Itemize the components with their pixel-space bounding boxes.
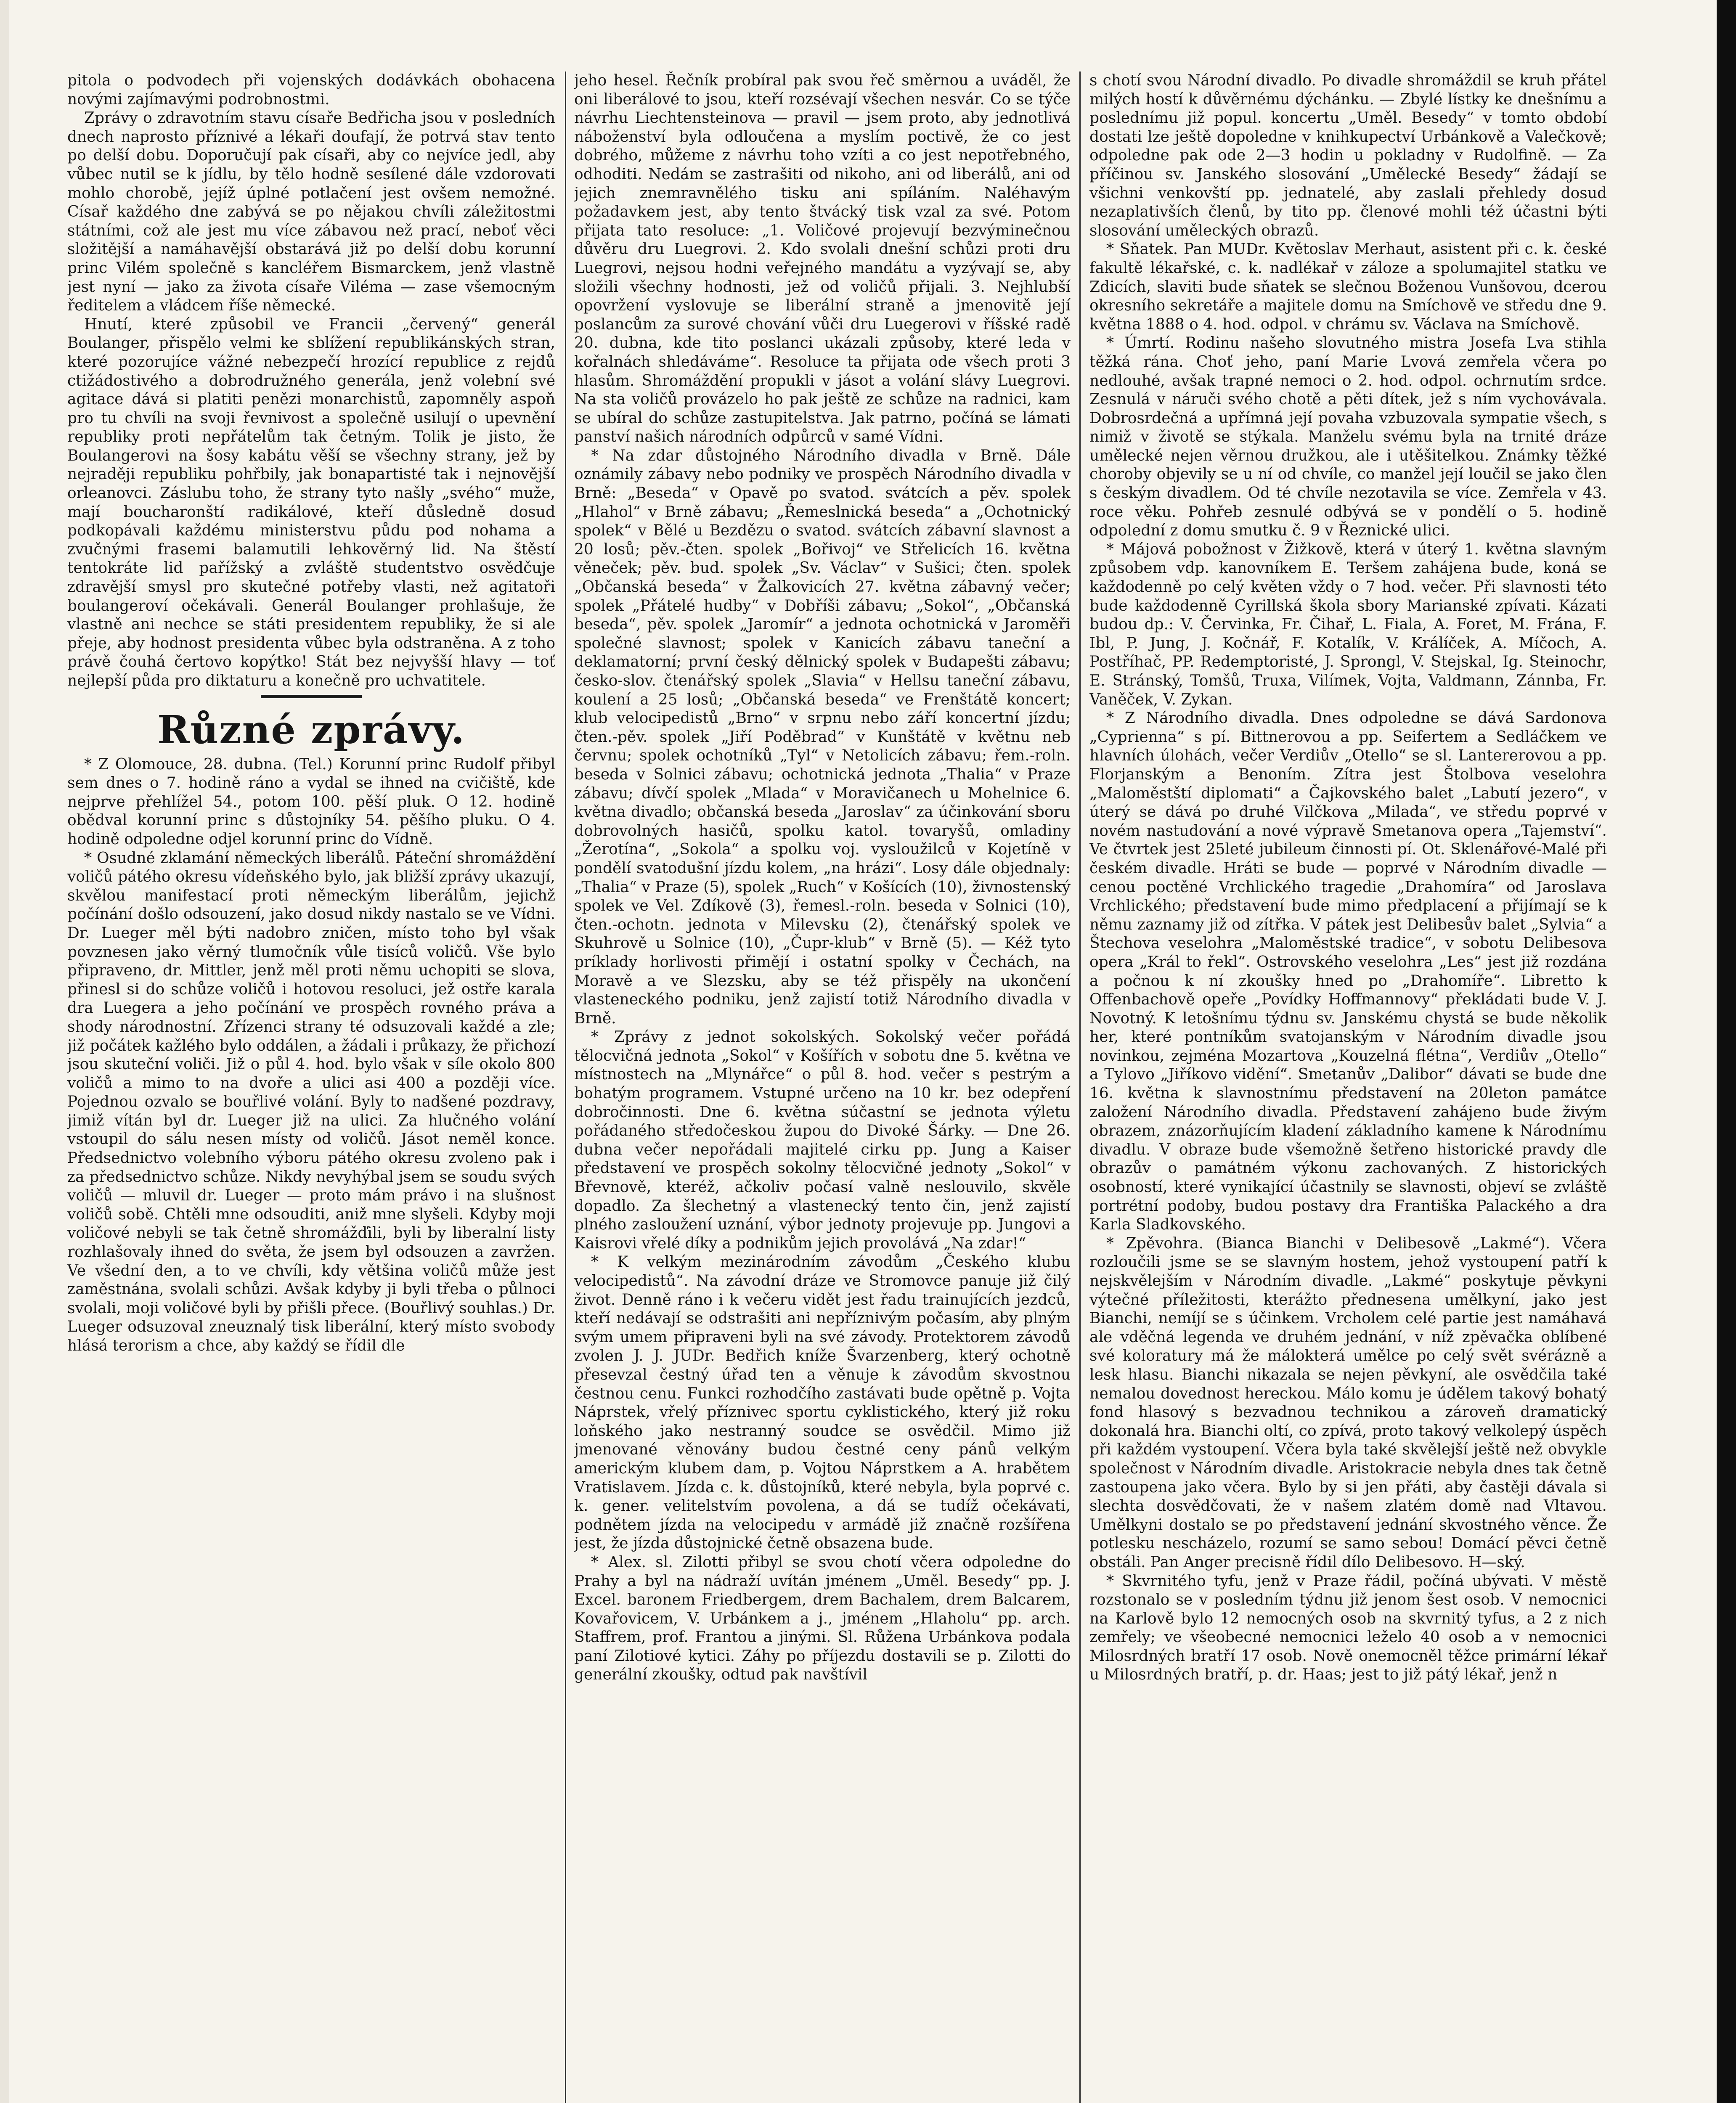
news-item: * Sňatek. Pan MUDr. Květoslav Merhaut, asistent při c. k. české fakultě lékařské, c. k. nadlékař v záloze a spolumajitel statku ve Zdicích, slaviti bude sňatek se slečnou Boženou Vunšovou, dcerou okresního sekretáře a majitele domu na Smíchově ve středu dne 9. května 1888 o 4. hod. odpol. v chrámu sv. Václava na Smíchově. bbox=[1089, 241, 1607, 333]
page-right-edge bbox=[1717, 0, 1736, 2103]
news-item: * Z Národního divadla. Dnes odpoledne se dává Sardonova „Cyprienna“ s pí. Bittnerovou a pp. Seifertem a Sedláčkem ve hlavních úlohách, večer Verdiův „Otello“ se sl. Lantererovou a pp. Florjanským a Benoním. Zítra jest Štolbova veselohra „Maloměstští diplomati“ a Čajkovského balet „Labutí jezero“, v úterý se dává po druhé Vilčkova „Milada“, ve středu poprvé v novém nastudování a nové výpravě Smetanova opera „Tajemství“. Ve čtvrtek jest 25leté jubileum činnosti pí. Ot. Sklenářové-Malé při českém divadle. Hráti se bude — poprvé v Národním divadle — cenou poctěné Vrchlického tragedie „Drahomíra“ od Jaroslava Vrchlického; představení bude mimo předplacení a přijímají se k němu zaznamy již od zítřka. V pátek jest Delibesův balet „Sylvia“ a Štechova veselohra „Maloměstské tradice“, v sobotu Delibesova opera „Král to řekl“. Ostrovského veselohra „Les“ jest již rozdána a počnou k ní zkoušky hned po „Drahomíře“. Libretto k Offenbachově opeře „Povídky Hoffmannovy“ překládati bude V. J. Novotný. K letošnímu týdnu sv. Janskému chystá se bude několik her, které pontníkům svatojanským v Národním divadle jsou novinkou, zejména Mozartova „Kouzelná flétna“, Verdiův „Otello“ a Tylovo „Jiříkovo vidění“. Smetanův „Dalibor“ dávati se bude dne 16. května k slavnostnímu představení na 20leton památce založení Národního divadla. Představení zahájeno bude živým obrazem, znázorňujícím kladení základního kamene k Národnímu divadlu. V obraze bude všemožně šetřeno historické pravdy dle obrazův o památném výkonu zachovaných. Z historických osobností, které vynikající účastnily se slavnosti, objeví se zvláště portrétní podoby, budou postavy dra Františka Palackého a dra Karla Sladkovského. bbox=[1089, 710, 1607, 1234]
news-item: * Májová pobožnost v Žižkově, která v úterý 1. května slavným způsobem vdp. kanovníkem E. Teršem zahájena bude, koná se každodenně po celý květen vždy o 7 hod. večer. Při slavnosti této bude každodenně Cyrillská škola sbory Marianské zpívati. Kázati budou dp.: V. Červinka, Fr. Čihař, L. Fiala, A. Foret, M. Frána, F. Ibl, P. Jung, J. Kočnář, F. Kotalík, V. Králíček, A. Míčoch, A. Postříhač, PP. Redemptoristé, J. Sprongl, V. Stejskal, Ig. Steinochr, E. Stránský, Tomšů, Truxa, Vilímek, Vojta, Valdmann, Zánnba, Fr. Vaněček, V. Zykan. bbox=[1089, 540, 1607, 708]
column-2 bbox=[574, 72, 1071, 2103]
section-heading: Různé zprávy. bbox=[157, 707, 466, 752]
news-item: * Skvrnitého tyfu, jenž v Praze řádil, počíná ubývati. V městě rozstonalo se v posledním týdnu již jenom šest osob. V nemocnici na Karlově bylo 12 nemocných osob na skvrnitý tyfus, a 2 z nich zemřely; ve všeobecné nemocnici leželo 40 osob a v nemocnici Milosrdných bratří 17 osob. Nově onemocněl těžce primární lékař u Milosrdných bratří, p. dr. Haas; jest to již pátý lékař, jenž n bbox=[1089, 1572, 1607, 1684]
news-item: * Úmrtí. Rodinu našeho slovutného mistra Josefa Lva stihla těžká rána. Choť jeho, paní Marie Lvová zemřela včera po nedlouhé, avšak trapné nemoci o 2. hod. odpol. ochrnutím srdce. Zesnulá v náruči svého chotě a pěti dítek, jež s ním vychovávala. Dobrosrdečná a upřímná její povaha vzbuzovala sympatie všech, s nimiž v životě se stýkala. Manželu svému byla na trnité dráze umělecké nejen věrnou družkou, ale i utěšitelkou. Známky těžké choroby objevily se u ní od chvíle, co manžel její loučil se jako člen s českým divadlem. Od té chvíle nezotavila se více. Zemřela v 43. roce věku. Pohřeb zesnulé odbývá se v pondělí o 5. hodině odpolední z domu smutku č. 9 v Řeznické ulici. bbox=[1089, 334, 1607, 540]
article-paragraph: jeho hesel. Řečník probíral pak svou řeč směrnou a uváděl, že oni liberálové to jsou, kteří rozsévají všechen nesvár. Co se týče návrhu Liechtensteinova — pravil — jsem proto, aby jednotlivá náboženství byla odloučena a myslím poctivě, že co jest dobrého, můžeme z návrhu toho vzíti a co jest nepotřebného, odhoditi. Nedám se zastrašiti od nikoho, ani od liberálů, ani od jejich znemravnělého tisku ani spíláním. Naléhavým požadavkem jest, aby tento štvácký tisk vzal za své. Potom přijata tato resoluce: „1. Voličové projevují bezvýminečnou důvěru dru Luegrovi. 2. Kdo svolali dnešní schůzi proti dru Luegrovi, nejsou hodni veřejného mandátu a vyzývají se, aby složili všechny hodnosti, jež od voličů přijali. 3. Nejhlubší opovržení vyslovuje se liberální straně a jmenovitě její poslancům za surové chování vůči dru Luegerovi v říšské radě 20. dubna, kde tito poslanci ukázali způsoby, které leda v kořalnách shledáváme“. Resoluce ta přijata ode všech proti 3 hlasům. Shromáždění propukli v jásot a volání slávy Luegrovi. Na sta voličů provázelo ho pak ještě ze schůze na radnici, kam se ubíral do schůze zastupitelstva. Jak patrno, počíná se lámati panství našich národních odpůrců v samé Vídni. bbox=[574, 72, 1071, 446]
news-item: * Osudné zklamání německých liberálů. Páteční shromáždění voličů pátého okresu vídeňského bylo, jak bližší zprávy ukazují, skvělou manifestací proti německým liberálům, jejichž počínání došlo odsouzení, jako dosud nikdy nastalo se ve Vídni. Dr. Lueger měl býti nadobro zničen, místo toho byl však povznesen jako věrný tlumočník vůle tisíců voličů. Vše bylo připraveno, dr. Mittler, jenž měl proti němu uchopiti se slova, přinesl si do schůze voličů i hotovou resoluci, jež ostře karala dra Luegera a jeho počínání ve prospěch rovného práva a shody národnostní. Zřízenci strany té odsuzovali každé a zle; již počátek kažlého bylo oddálen, a žádali i průkazy, že přichozí jsou skuteční voliči. Již o půl 4. hod. bylo však v síle okolo 800 voličů a mimo to na dvoře a ulici asi 400 a později více. Pojednou ozvalo se bouřlivé volání. Byly to nadšené pozdravy, jimiž vítán byl dr. Lueger již na ulici. Za hlučného volání vstoupil do sálu nesen místy od voličů. Jásot neměl konce. Předsednictvo volebního výboru pátého okresu zvoleno pak i za předsednictvo schůze. Nikdy nevyhýbal jsem se soudu svých voličů — mluvil dr. Lueger — proto mám právo i na slušnost voličů sobě. Chtěli mne odsouditi, aniž mne slyšeli. Kdyby moji voličové nebyli se tak četně shromážďili, byli by liberalní listy rozhlašovaly ihned do světa, že jsem byl odsouzen a zavržen. Ve všední den, a to ve chvíli, kdy většina voličů může jest zaměstnána, svolali schůzi. Avšak kdyby ji byli třeba o půlnoci svolali, moji voličové byli by přišli přece. (Bouřlivý souhlas.) Dr. Lueger odsuzoval zneuznalý tisk liberální, který místo svobody hlásá terorism a chce, aby každý se řídil dle bbox=[67, 849, 555, 1354]
column-1 bbox=[67, 72, 555, 2103]
column-3 bbox=[1089, 72, 1607, 2103]
news-item: * Zprávy z jednot sokolských. Sokolský večer pořádá tělocvičná jednota „Sokol“ v Košířích v sobotu dne 5. května ve místnostech na „Mlynářce“ o půl 8. hod. večer s pestrým a bohatým programem. Vstupné určeno na 10 kr. bez odepření dobročinnosti. Dne 6. května súčastní se jednota výletu pořádaného středočeskou župou do Divoké Šárky. — Dne 26. dubna večer nepořádali majitelé cirku pp. Jung a Kaiser představení ve prospěch sokolny tělocvičné jednoty „Sokol“ v Břevnově, kteréž, ačkoliv počasí valně neslouvilo, skvěle dopadlo. Za šlechetný a vlastenecký tento čin, jenž zajistí plného zasloužení uznání, výbor jednoty projevuje pp. Jungovi a Kaisrovi vřelé díky a podnikům jejich provolává „Na zdar!“ bbox=[574, 1028, 1071, 1252]
article-paragraph: s chotí svou Národní divadlo. Po divadle shromáždil se kruh přátel milých hostí k důvěrnému dýchánku. — Zbylé lístky ke dnešnímu a poslednímu již popul. koncertu „Uměl. Besedy“ v tomto období dostati lze ještě dopoledne v knihkupectví Urbánkově a Valečkově; odpoledne pak ode 2—3 hodin u pokladny v Rudolfině. — Za příčinou sv. Janského slosování „Umělecké Besedy“ žádají se všichni venkovští pp. jednatelé, aby zaslali přehledy dosud nezaplativších členů, by tito pp. členové mohli též účastni býti slosování uměleckých obrazů. bbox=[1089, 72, 1607, 239]
section-divider bbox=[261, 695, 362, 698]
news-item: * K velkým mezinárodním závodům „Českého klubu velocipedistů“. Na závodní dráze ve Stromovce panuje již čilý život. Denně ráno i k večeru vidět jest řadu trainujících jezdců, kteří nedávají se odstrašiti ani nepříznivým počasím, aby plným svým umem připraveni byli na své závody. Protektorem závodů zvolen J. J. JUDr. Bedřich kníže Švarzenberg, který ochotně přesevzal čestný úřad ten a věnuje k závodům skvostnou čestnou cenu. Funkci rozhodčího zastávati bude opětně p. Vojta Náprstek, vřelý příznivec sportu cyklistického, který již roku loňského jako nestranný soudce se osvědčil. Mimo již jmenované věnovány budou čestné ceny pánů velkým americkým klubem dam, p. Vojtou Náprstkem a A. hrabětem Vratislavem. Jízda c. k. důstojníků, které nebyla, byla poprvé c. k. gener. velitelstvím povolena, a dá se tudíž očekávati, podnětem jízda na velocipedu v armádě již značně rozšířena jest, že jízda důstojnické četně obsazena bude. bbox=[574, 1253, 1071, 1552]
column-rule bbox=[1079, 72, 1081, 2103]
article-paragraph: Hnutí, které způsobil ve Francii „červený“ generál Boulanger, přispělo velmi ke sblížení republikánských stran, které pozorujíce vážné nebezpečí hrozící republice z rejdů ctižádostivého a dobrodružného generála, jenž volební své agitace dává si platiti penězi monarchistů, zapomněly aspoň pro tu chvíli na svoji řevnivost a společně usilují o upevnění republiky proti nepřátelům tak četným. Tolik je jisto, že Boulangerovi na šosy kabátu věší se všechny strany, jež by nejraději republiku pohřbily, jak bonapartisté tak i nejnovější orleanovci. Záslubu toho, že strany tyto našly „svého“ muže, mají boucharonští radikálové, kteří důsledně dosud podkopávali každému ministerstvu půdu pod nohama a zvučnými frasemi balamutili lehkověrný lid. Na štěstí tentokráte lid pařížský a zvláště studentstvo osvědčuje zdravější smysl pro skutečné potřeby vlasti, než agitatoři boulangeroví očekávali. Generál Boulanger prohlašuje, že vlastně ani nechce se státi presidentem republiky, že si ale přeje, aby hodnost presidenta vůbec byla odstraněna. A z toho právě čouhá čertovo kopýtko! Stát bez nejvyšší hlavy — toť nejlepší půda pro diktaturu a konečně pro uchvatitele. bbox=[67, 315, 555, 689]
article-paragraph: pitola o podvodech při vojenských dodávkách obohacena novými zajímavými podrobnostmi. bbox=[67, 72, 555, 108]
column-rule bbox=[565, 72, 566, 2103]
news-item: * Na zdar důstojného Národního divadla v Brně. Dále oznámily zábavy nebo podniky ve prospěch Národního divadla v Brně: „Beseda“ v Opavě po svatod. svátcích a pěv. spolek „Hlahol“ v Brně zábavu; „Řemeslnická beseda“ a „Ochotnický spolek“ v Bělé u Bezdězu o svatod. svátcích zábavní slavnost a 20 losů; pěv.-čten. spolek „Bořivoj“ ve Střelicích 16. května věneček; pěv. bud. spolek „Sv. Václav“ v Sušici; čten. spolek „Občanská beseda“ v Žalkovicích 27. května zábavný večer; spolek „Přátelé hudby“ v Dobříši zábavu; „Sokol“, „Občanská beseda“, pěv. spolek „Jaromír“ a jednota ochotnická v Jaroměři společné slavnost; spolek v Kanicích zábavu taneční a deklamatorní; první český dělnický spolek v Budapešti zábavu; česko-slov. čtenářský spolek „Slavia“ v Hellsu taneční zábavu, koulení a 25 losů; „Občanská beseda“ ve Frenštátě koncert; klub velocipedistů „Brno“ v srpnu nebo září koncertní jízdu; čten.-pěv. spolek „Jiří Poděbrad“ v Kunštátě v květnu neb červnu; spolek ochotníků „Tyl“ v Netolicích zábavu; řem.-roln. beseda v Solnici zábavu; ochotnická jednota „Thalia“ v Praze zábavu; dívčí spolek „Mlada“ v Moravičanech u Mohelnice 6. května divadlo; občanská beseda „Jaroslav“ za účinkování sboru dobrovolných hasičů, spolku katol. tovaryšů, omladiny „Žerotína“, „Sokola“ a spolku voj. vysloužilců v Kojetíně v pondělí svatodušní jízdu kolem, „na hrázi“. Losy dále objednaly: „Thalia“ v Praze (5), spolek „Ruch“ v Košících (10), živnostenský spolek ve Vel. Zdíkově (3), řemesl.-roln. beseda v Solnici (10), čten.-ochotn. jednota v Milevsku (2), čtenářský spolek ve Skuhrově u Solnice (10), „Čupr-klub“ v Brně (5). — Kéž tyto príklady horlivosti přimějí i ostatní spolky v Čechách, na Moravě a ve Slezsku, aby se též přispěly na ukončení vlasteneckého podniku, jenž zajistí totiž Národního divadla v Brně. bbox=[574, 447, 1071, 1027]
page-left-edge bbox=[0, 0, 9, 2103]
news-item: * Z Olomouce, 28. dubna. (Tel.) Korunní princ Rudolf přibyl sem dnes o 7. hodině ráno a vydal se ihned na cvičiště, kde nejprve přehlížel 54., potom 100. pěší pluk. O 12. hodině obědval korunní princ s důstojníky 54. pěšího pluku. O 4. hodině odpoledne odjel korunní princ do Vídně. bbox=[67, 755, 555, 848]
news-item: * Alex. sl. Zilotti přibyl se svou chotí včera odpoledne do Prahy a byl na nádraží uvítán jménem „Uměl. Besedy“ pp. J. Excel. baronem Friedbergem, drem Bachalem, drem Balcarem, Kovařovicem, V. Urbánkem a j., jménem „Hlaholu“ pp. arch. Staffrem, prof. Frantou a jinými. Sl. Růžena Urbánkova podala paní Zilotiové kytici. Záhy po příjezdu dostavili se p. Zilotti do generální zkoušky, odtud pak navštívil bbox=[574, 1553, 1071, 1684]
article-paragraph: Zprávy o zdravotním stavu císaře Bedřicha jsou v posledních dnech naprosto příznivé a lékaři doufají, že potrvá stav tento po delší dobu. Doporučují pak císaři, aby co nejvíce jedl, aby vůbec nutil se k jídlu, by tělo hodně sesílené dále vzdorovati mohlo chorobě, jejíž úplné potlačení jest ovšem nemožné. Císař každého dne zabývá se po nějakou chvíli záležitostmi státními, což ale jest mu více zábavou než prací, neboť věci složitější a namáhavější obstarává již po delší dobu korunní princ Vilém společně s kancléřem Bismarckem, jenž vlastně jest nyní — jako za života císaře Viléma — zase všemocným ředitelem a vládcem říše německé. bbox=[67, 109, 555, 315]
news-item: * Zpěvohra. (Bianca Bianchi v Delibesově „Lakmé“). Včera rozloučili jsme se se slavným hostem, jehož vystoupení patří k nejskvělejším v Národním divadle. „Lakmé“ poskytuje pěvkyni výtečné příležitosti, kterážto přednesena umělkyní, jako jest Bianchi, nemíjí se s účinkem. Vrcholem celé partie jest namáhavá ale vděčná legenda ve druhém jednání, v níž zpěvačka oblíbené své koloratury má že málokterá umělce po celý svět svérázně a lesk hlasu. Bianchi nikazala se nejen pěvkyní, ale osvědčila také nemalou dovednost hereckou. Málo komu je údělem takový bohatý fond hlasový s bezvadnou technikou a zároveň dramatický dokonalá hra. Bianchi oltí, co zpívá, proto takový velkolepý úspěch při každém vystoupení. Včera byla také skvělejší ještě než obvykle společnost v Národním divadle. Aristokracie nebyla dnes tak četně zastoupena jako včera. Bylo by si jen přáti, aby častěji dávala si slechta dosvědčovati, že v našem zlatém domě nad Vltavou. Umělkyni dostalo se po představení jednání skvostného věnce. Že potlesku nescházelo, rozumí se samo sebou! Domácí pěvci četně obstáli. Pan Anger precisně řídil dílo Delibesovo. H—ský. bbox=[1089, 1234, 1607, 1571]
